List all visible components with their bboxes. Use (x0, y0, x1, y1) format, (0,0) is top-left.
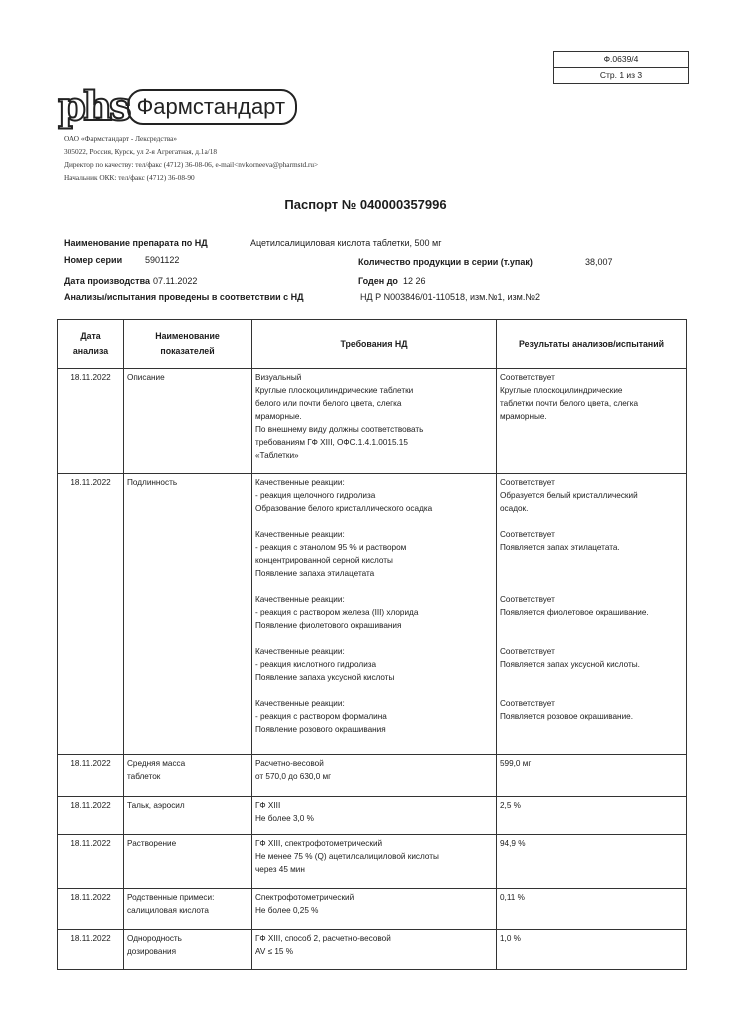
indicator-line: салициловая кислота (127, 906, 209, 915)
header-results: Результаты анализов/испытаний (497, 320, 687, 369)
cell-date: 18.11.2022 (58, 755, 124, 797)
req-line: Качественные реакции: (255, 478, 345, 487)
req-line: Качественные реакции: (255, 647, 345, 656)
table-row (58, 797, 687, 835)
product-name-label: Наименование препарата по НД (64, 238, 208, 248)
company-line: Директор по качеству: тел/факс (4712) 36-08-06, e-mail<nvkorneeva@pharmstd.ru> (64, 160, 319, 169)
cell-date: 18.11.2022 (58, 930, 124, 970)
req-line: Спектрофотометрический (255, 893, 355, 902)
company-line: ОАО «Фармстандарт - Лексредства» (64, 134, 178, 143)
cell-result (497, 369, 687, 474)
page-counter: Стр. 1 из 3 (554, 67, 688, 83)
header-requirements: Требования НД (252, 320, 497, 369)
result-spacer (500, 554, 683, 580)
req-line: - реакция с раствором формалина (255, 712, 387, 721)
req-line: Не более 0,25 % (255, 906, 319, 915)
req-line: ГФ XIII, способ 2, расчетно-весовой (255, 934, 391, 943)
req-line: - реакция щелочного гидролиза (255, 491, 376, 500)
result-line: Соответствует (500, 478, 555, 487)
company-line: 305022, Россия, Курск, ул 2-я Агрегатная, д.1а/18 (64, 147, 218, 156)
req-line: требованиям ГФ XIII, ОФС.1.4.1.0015.15 (255, 438, 408, 447)
expiry-label: Годен до (358, 276, 398, 286)
cell-indicator (124, 755, 252, 797)
cell-requirements (252, 835, 497, 889)
req-line: Качественные реакции: (255, 530, 345, 539)
cell-date: 18.11.2022 (58, 889, 124, 930)
analysis-value: НД Р N003846/01-110518, изм.№1, изм.№2 (360, 292, 541, 302)
req-line: через 45 мин (255, 865, 305, 874)
indicator-line: дозирования (127, 947, 177, 956)
company-details (64, 132, 318, 184)
result-line: осадок. (500, 504, 529, 513)
result-line: Круглые плоскоцилиндрические (500, 386, 623, 395)
indicator-line: Однородность (127, 934, 182, 943)
cell-date: 18.11.2022 (58, 369, 124, 474)
req-line: - реакция кислотного гидролиза (255, 660, 377, 669)
req-line: мраморные. (255, 412, 302, 421)
req-line: ГФ XIII (255, 801, 281, 810)
header-date (58, 320, 124, 369)
cell-date: 18.11.2022 (58, 835, 124, 889)
req-line: белого или почти белого цвета, слегка (255, 399, 402, 408)
result-line: мраморные. (500, 412, 547, 421)
result-line: Появляется запах этилацетата. (500, 543, 620, 552)
req-line: Образование белого кристаллического осадка (255, 504, 433, 513)
result-line: Появляется фиолетовое окрашивание. (500, 608, 649, 617)
cell-indicator: Описание (124, 369, 252, 474)
req-line: Появление запаха этилацетата (255, 569, 375, 578)
product-name-value: Ацетилсалициловая кислота таблетки, 500 мг (250, 238, 442, 248)
cell-requirements (252, 797, 497, 835)
result-line: Появляется розовое окрашивание. (500, 712, 633, 721)
cell-result: 2,5 % (497, 797, 687, 835)
cell-result: 1,0 % (497, 930, 687, 970)
req-line: ГФ XIII, спектрофотометрический (255, 839, 383, 848)
form-code-box (553, 51, 689, 84)
req-line: Не более 3,0 % (255, 814, 314, 823)
cell-result (497, 474, 687, 755)
quantity-value: 38,007 (585, 257, 613, 267)
table-row (58, 755, 687, 797)
cell-indicator: Растворение (124, 835, 252, 889)
req-line: AV ≤ 15 % (255, 947, 294, 956)
req-line: - реакция с этанолом 95 % и раствором (255, 543, 407, 552)
cell-indicator: Тальк, аэросил (124, 797, 252, 835)
req-line: Качественные реакции: (255, 699, 345, 708)
table-row (58, 930, 687, 970)
table-row (58, 369, 687, 474)
header-date-line: анализа (72, 346, 109, 356)
cell-result: 599,0 мг (497, 755, 687, 797)
result-line: Соответствует (500, 647, 555, 656)
cell-requirements (252, 369, 497, 474)
result-spacer (500, 671, 683, 684)
logo-name: Фармстандарт (127, 89, 297, 125)
cell-requirements (252, 755, 497, 797)
table-row (58, 474, 687, 755)
req-line: По внешнему виду должны соответствовать (255, 425, 424, 434)
series-label: Номер серии (64, 255, 123, 265)
indicator-line: Средняя масса (127, 759, 186, 768)
indicator-line: таблеток (127, 772, 161, 781)
cell-result: 0,11 % (497, 889, 687, 930)
result-line: Соответствует (500, 373, 555, 382)
req-line: Визуальный (255, 373, 302, 382)
req-line: Появление запаха уксусной кислоты (255, 673, 395, 682)
company-logo (58, 85, 297, 129)
req-line: Качественные реакции: (255, 595, 345, 604)
cell-requirements (252, 474, 497, 755)
analysis-label: Анализы/испытания проведены в соответствии с НД (64, 292, 304, 302)
result-line: Соответствует (500, 530, 555, 539)
quantity-label: Количество продукции в серии (т.упак) (358, 257, 533, 267)
result-line: таблетки почти белого цвета, слегка (500, 399, 639, 408)
production-date-value: 07.11.2022 (153, 276, 198, 286)
result-line: Соответствует (500, 595, 555, 604)
cell-indicator (124, 889, 252, 930)
production-date-label: Дата производства (64, 276, 150, 286)
req-line: от 570,0 до 630,0 мг (255, 772, 332, 781)
req-line: Расчетно-весовой (255, 759, 324, 768)
cell-indicator: Подлинность (124, 474, 252, 755)
page-title: Паспорт № 040000357996 (284, 197, 447, 212)
table-header-row (58, 320, 687, 369)
indicator-line: Родственные примеси: (127, 893, 215, 902)
header-date-line: Дата (80, 331, 101, 341)
req-line: Появление фиолетового окрашивания (255, 621, 402, 630)
header-indicator-line: Наименование (155, 331, 220, 341)
req-line: концентрированной серной кислоты (255, 556, 393, 565)
result-line: Появляется запах уксусной кислоты. (500, 660, 640, 669)
results-table (57, 319, 687, 970)
header-indicator (124, 320, 252, 369)
header-indicator-line: показателей (160, 346, 215, 356)
req-line: Появление розового окрашивания (255, 725, 386, 734)
req-line: - реакция с раствором железа (III) хлорида (255, 608, 419, 617)
cell-date: 18.11.2022 (58, 474, 124, 755)
cell-date: 18.11.2022 (58, 797, 124, 835)
cell-requirements (252, 930, 497, 970)
table-row (58, 889, 687, 930)
result-line: Соответствует (500, 699, 555, 708)
req-line: «Таблетки» (255, 451, 299, 460)
expiry-value: 12 26 (403, 276, 426, 286)
req-line: Круглые плоскоцилиндрические таблетки (255, 386, 414, 395)
logo-mark: phs (58, 83, 129, 130)
req-line: Не менее 75 % (Q) ацетилсалициловой кислоты (255, 852, 439, 861)
table-row (58, 835, 687, 889)
result-line: Образуется белый кристаллический (500, 491, 638, 500)
company-line: Начальник ОКК: тел/факс (4712) 36-08-90 (64, 173, 195, 182)
cell-requirements (252, 889, 497, 930)
result-spacer (500, 619, 683, 632)
cell-result: 94,9 % (497, 835, 687, 889)
form-code: Ф.0639/4 (603, 54, 639, 64)
series-value: 5901122 (145, 255, 180, 265)
cell-indicator (124, 930, 252, 970)
